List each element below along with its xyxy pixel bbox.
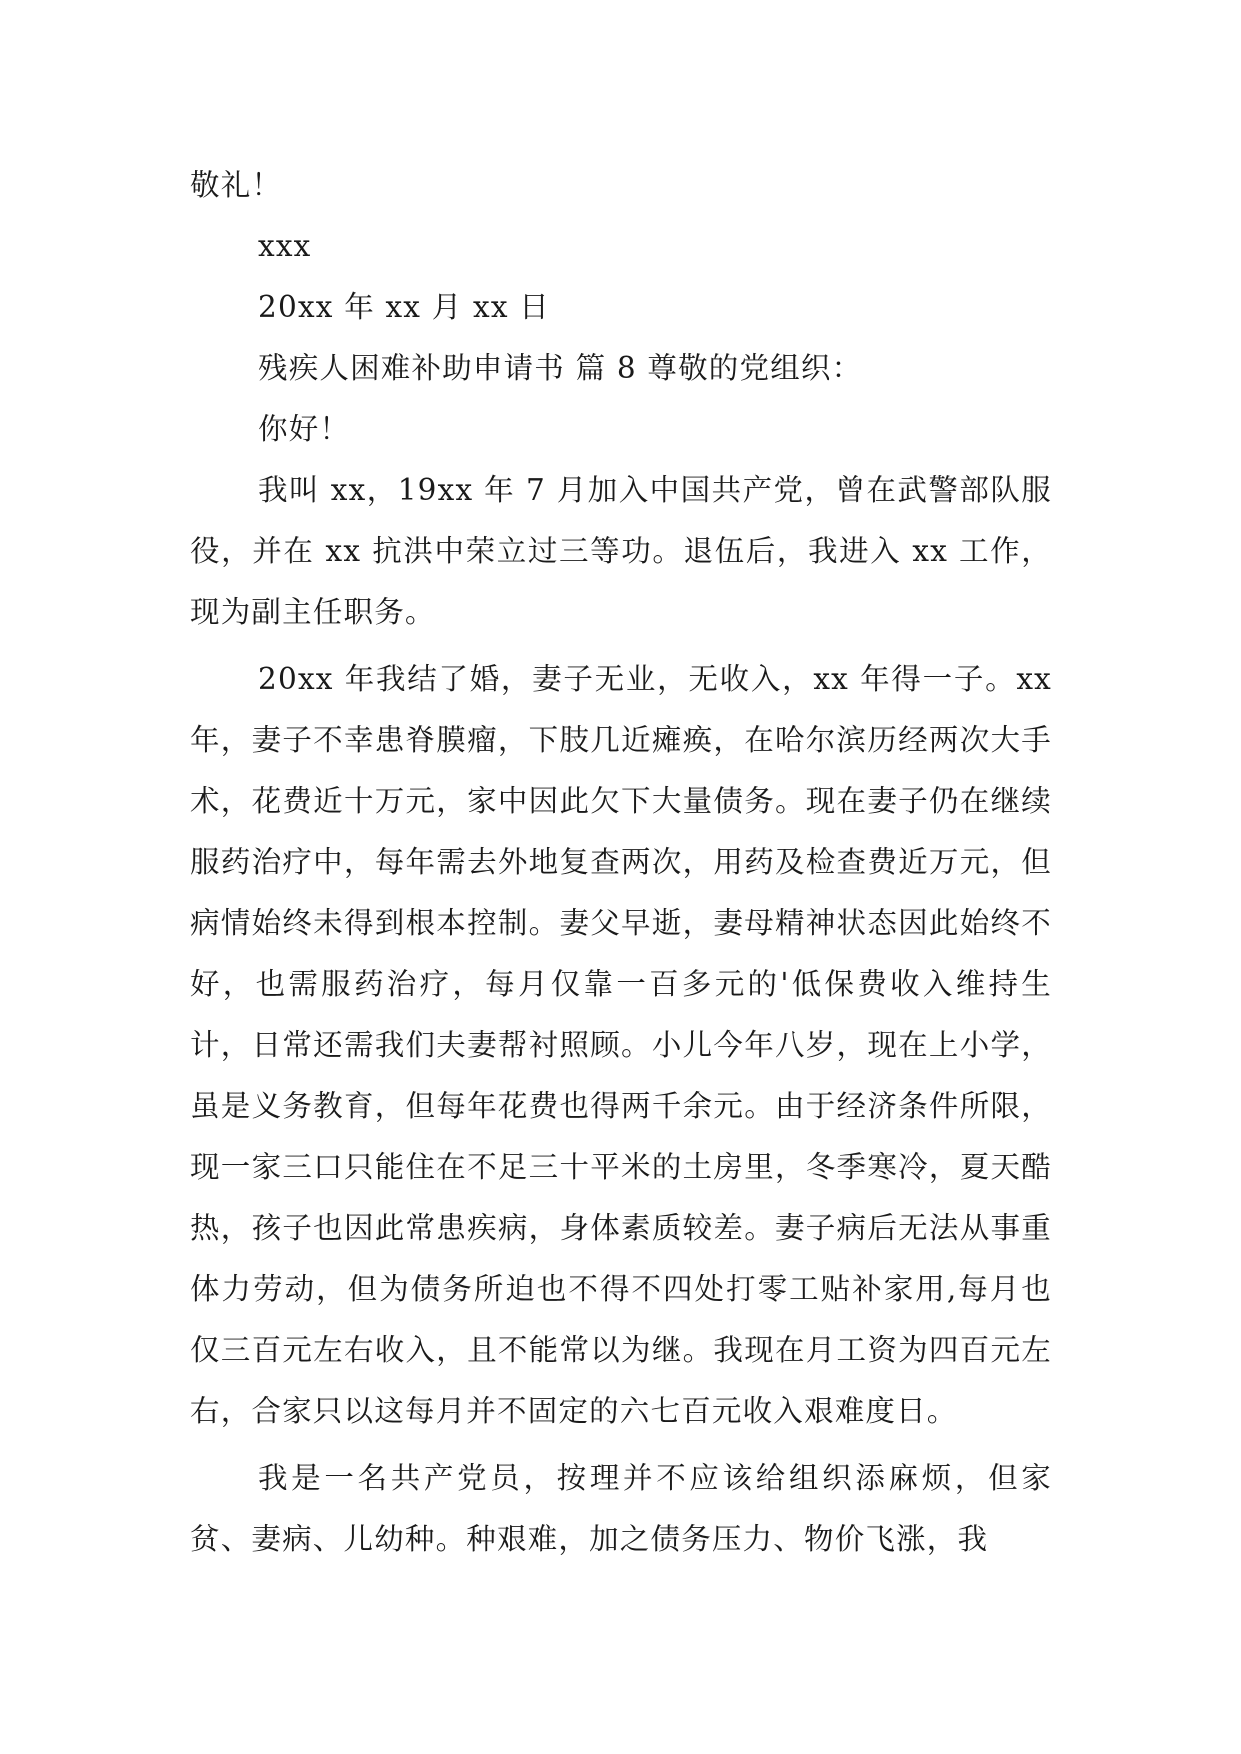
paragraph-family-hardship: 20xx 年我结了婚，妻子无业，无收入，xx 年得一子。xx 年，妻子不幸患脊膜瘤，下肢几近瘫痪，在哈尔滨历经两次大手术，花费近十万元，家中因此欠下大量债务。现在妻子仍在继续服药治疗中，每年需去外地复查两次，用药及检查费近万元，但病情始终未得到根本控制。妻父早逝，妻母精神状态因此始终不好，也需服药治疗，每月仅靠一百多元的'低保费收入维持生计，日常还需我们夫妻帮衬照顾。小儿今年八岁，现在上小学，虽是义务教育，但每年花费也得两千余元。由于经济条件所限，现一家三口只能住在不足三十平米的土房里，冬季寒冷，夏天酷热，孩子也因此常患疾病，身体素质较差。妻子病后无法从事重体力劳动，但为债务所迫也不得不四处打零工贴补家用,每月也仅三百元左右收入，且不能常以为继。我现在月工资为四百元左右，合家只以这每月并不固定的六七百元收入艰难度日。: [190, 662, 1052, 1428]
date-line: 20xx 年 xx 月 xx 日: [258, 290, 550, 324]
paragraph-introduction: 我叫 xx，19xx 年 7 月加入中国共产党，曾在武警部队服役，并在 xx 抗洪中荣立过三等功。退伍后，我进入 xx 工作，现为副主任职务。: [190, 473, 1052, 629]
closing-salutation: 敬礼！: [190, 168, 283, 202]
section-heading: 残疾人困难补助申请书 篇 8 尊敬的党组织：: [258, 351, 863, 385]
signature: xxx: [258, 229, 312, 263]
document-body: [190, 155, 1052, 1574]
greeting: 你好！: [258, 412, 351, 446]
paragraph-request: 我是一名共产党员，按理并不应该给组织添麻烦，但家贫、妻病、儿幼种。种艰难，加之债务压力、物价飞涨，我: [190, 1461, 1052, 1556]
